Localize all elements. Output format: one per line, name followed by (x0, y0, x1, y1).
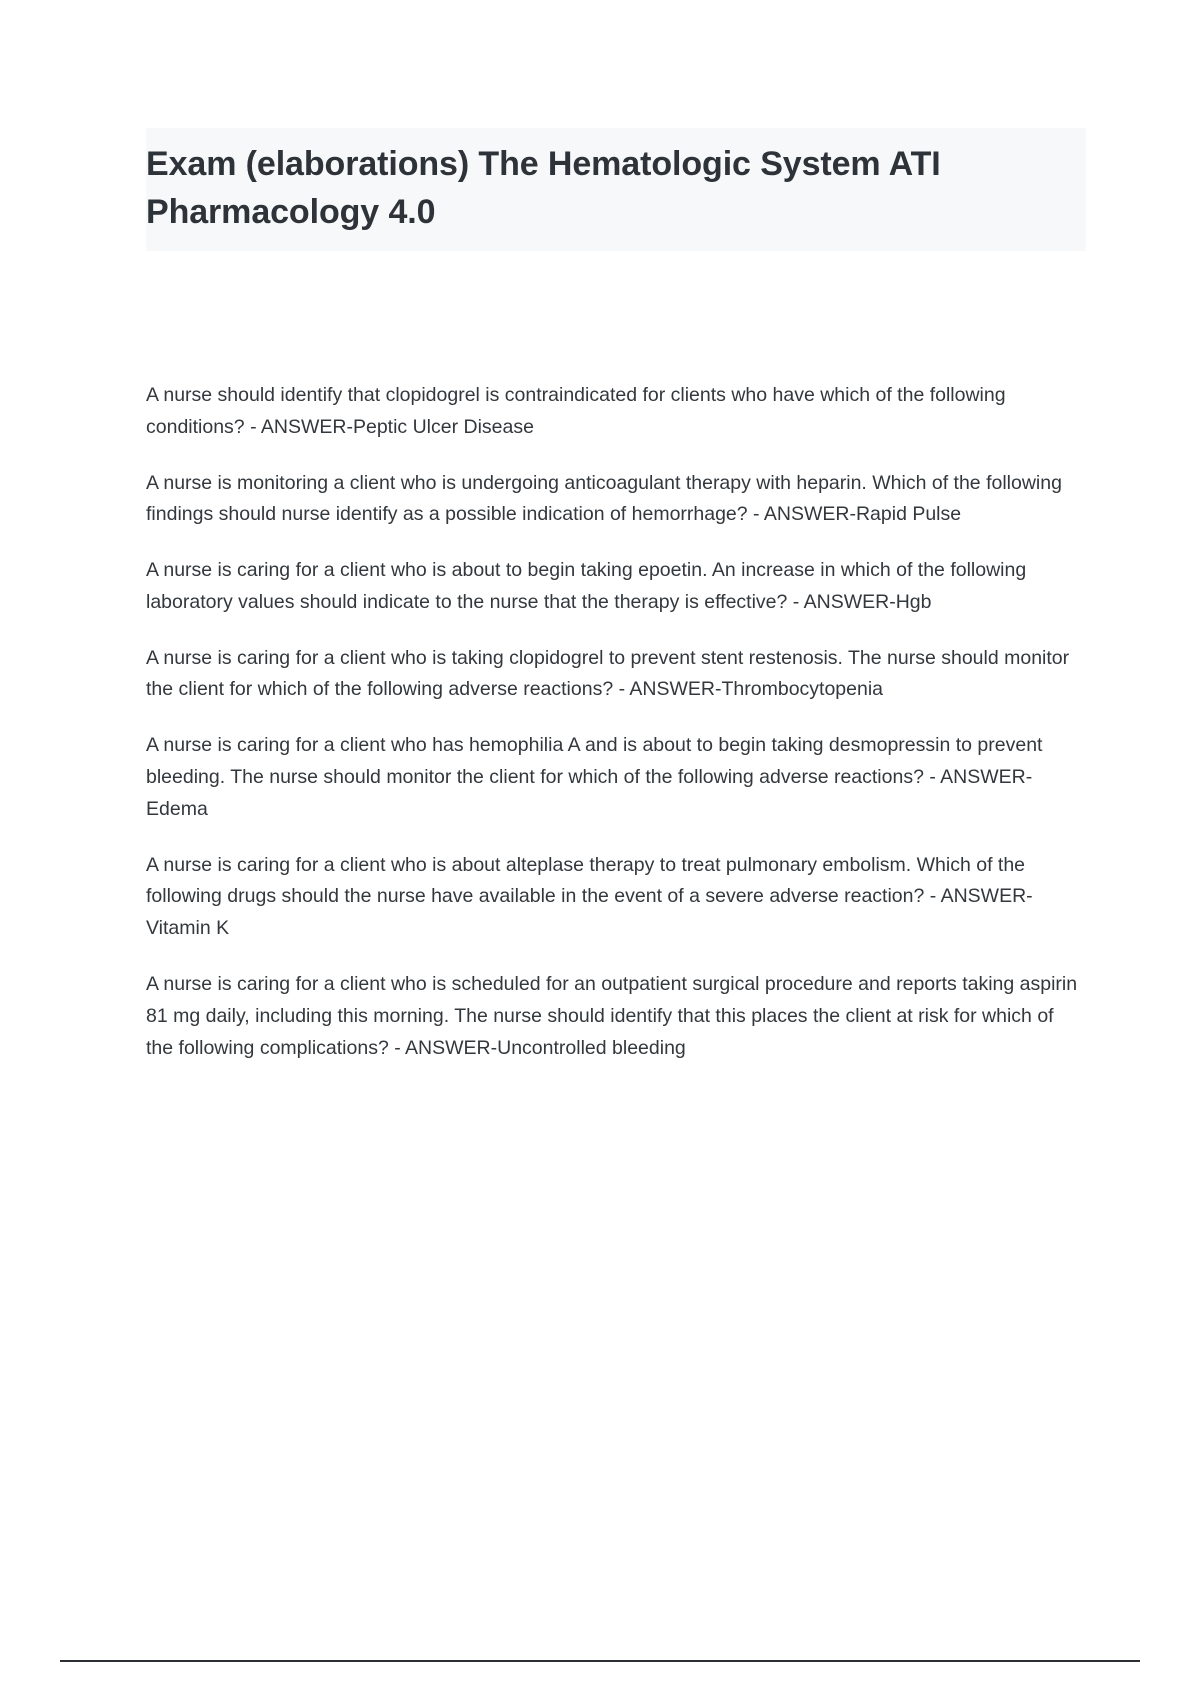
footer-divider (60, 1660, 1140, 1662)
qa-item: A nurse is monitoring a client who is undergoing anticoagulant therapy with heparin. Which of the following findings should nurse identify as a possible indication of hemorrhage? - ANSWER-Rapid Pulse (146, 471, 1062, 526)
qa-item: A nurse should identify that clopidogrel is contraindicated for clients who have which of the following conditions? - ANSWER-Peptic Ulcer Disease (146, 384, 1006, 438)
qa-item: A nurse is caring for a client who is about to begin taking epoetin. An increase in which of the following laboratory values should indicate to the nurse that the therapy is effective? - ANSWER-Hgb (146, 559, 1027, 613)
page-title-block (146, 128, 1086, 251)
qa-item: A nurse is caring for a client who has hemophilia A and is about to begin taking desmopressin to prevent bleeding. The nurse should monitor the client for which of the following adverse reactions? - ANSWER-Edema (146, 734, 1043, 820)
qa-item: A nurse is caring for a client who is scheduled for an outpatient surgical procedure and reports taking aspirin 81 mg daily, including this morning. The nurse should identify that this places the client at risk for which of the following complications? - ANSWER-Uncontrolled bleeding (146, 972, 1078, 1059)
document-body (146, 380, 1086, 1064)
page-title: Exam (elaborations) The Hematologic System ATI Pharmacology 4.0 (146, 145, 941, 232)
qa-item: A nurse is caring for a client who is taking clopidogrel to prevent stent restenosis. The nurse should monitor the client for which of the following adverse reactions? - ANSWER-Thrombocytopenia (146, 646, 1070, 701)
qa-item: A nurse is caring for a client who is about alteplase therapy to treat pulmonary embolism. Which of the following drugs should the nurse have available in the event of a severe adverse reaction? - ANSWER-Vitamin K (146, 853, 1033, 940)
